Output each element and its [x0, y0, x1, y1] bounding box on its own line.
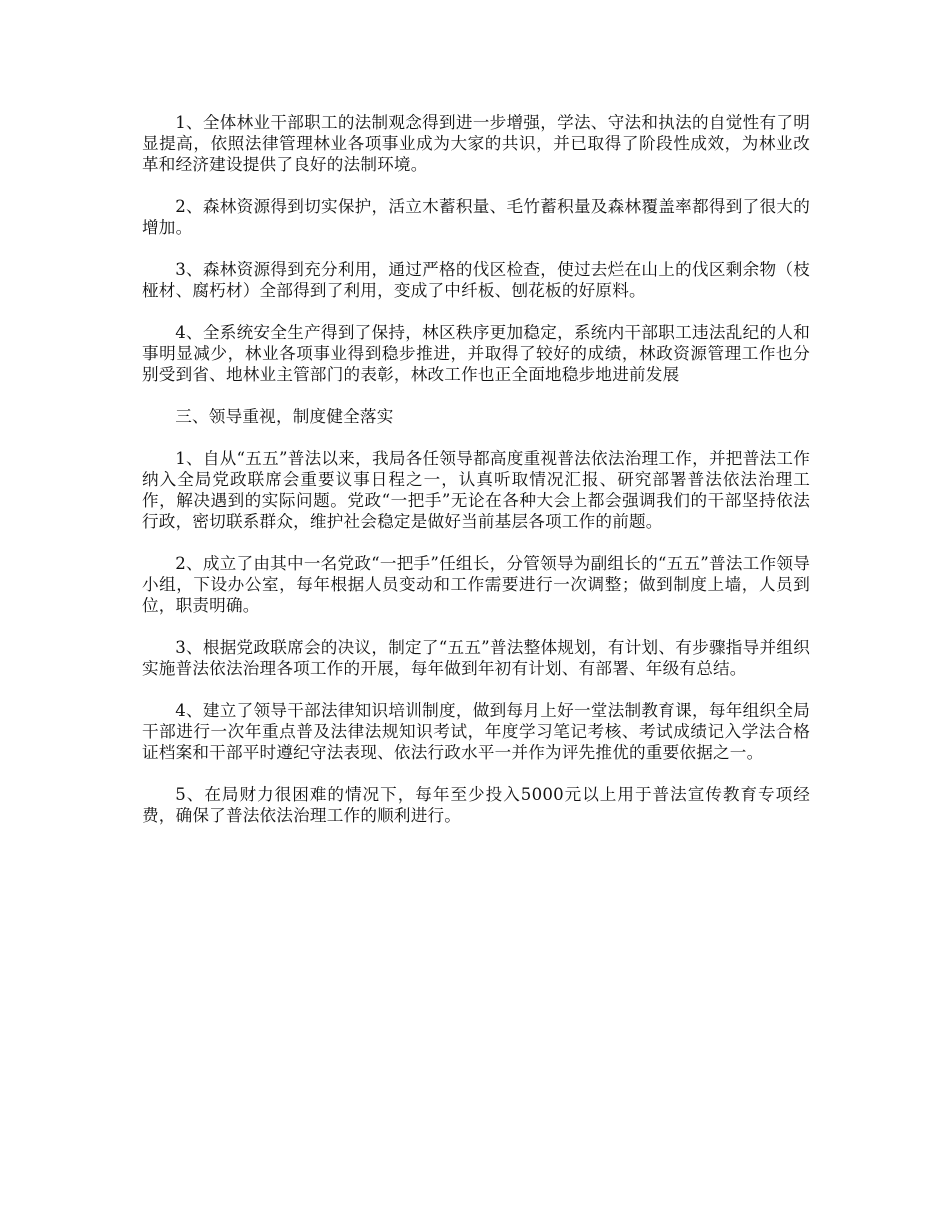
paragraph-leadership-3: 3、根据党政联席会的决议，制定了“五五”普法整体规划，有计划、有步骤指导并组织实施普法依法治理各项工作的开展，每年做到年初有计划、有部署、年级有总结。 — [142, 638, 810, 678]
paragraph-achievement-3: 3、森林资源得到充分利用，通过严格的伐区检查，使过去烂在山上的伐区剩余物（枝桠材、腐朽材）全部得到了利用，变成了中纤板、刨花板的好原料。 — [142, 260, 810, 300]
paragraph-achievement-4: 4、全系统安全生产得到了保持，林区秩序更加稳定，系统内干部职工违法乱纪的人和事明显减少，林业各项事业得到稳步推进，并取得了较好的成绩，林政资源管理工作也分别受到省、地林业主管部门的表彰，林改工作也正全面地稳步地进前发展 — [142, 323, 810, 384]
paragraph-achievement-1: 1、全体林业干部职工的法制观念得到进一步增强，学法、守法和执法的自觉性有了明显提高，依照法律管理林业各项事业成为大家的共识，并已取得了阶段性成效，为林业改革和经济建设提供了良好的法制环境。 — [142, 113, 810, 174]
paragraph-leadership-1: 1、自从“五五”普法以来，我局各任领导都高度重视普法依法治理工作，并把普法工作纳入全局党政联席会重要议事日程之一，认真听取情况汇报、研究部署普法依法治理工作，解决遇到的实际问题。党政“一把手”无论在各种大会上都会强调我们的干部坚持依法行政，密切联系群众，维护社会稳定是做好当前基层各项工作的前题。 — [142, 449, 810, 531]
paragraph-leadership-4: 4、建立了领导干部法律知识培训制度，做到每月上好一堂法制教育课，每年组织全局干部进行一次年重点普及法律法规知识考试，年度学习笔记考核、考试成绩记入学法合格证档案和干部平时遵纪守法表现、依法行政水平一并作为评先推优的重要依据之一。 — [142, 701, 810, 762]
section-heading-3: 三、领导重视，制度健全落实 — [175, 407, 394, 426]
paragraph-leadership-2: 2、成立了由其中一名党政“一把手”任组长，分管领导为副组长的“五五”普法工作领导小组，下设办公室，每年根据人员变动和工作需要进行一次调整；做到制度上墙，人员到位，职责明确。 — [142, 554, 810, 615]
paragraph-leadership-5: 5、在局财力很困难的情况下，每年至少投入5000元以上用于普法宣传教育专项经费，确保了普法依法治理工作的顺利进行。 — [142, 785, 810, 825]
document-page — [142, 112, 810, 847]
paragraph-achievement-2: 2、森林资源得到切实保护，活立木蓄积量、毛竹蓄积量及森林覆盖率都得到了很大的增加。 — [142, 197, 810, 237]
